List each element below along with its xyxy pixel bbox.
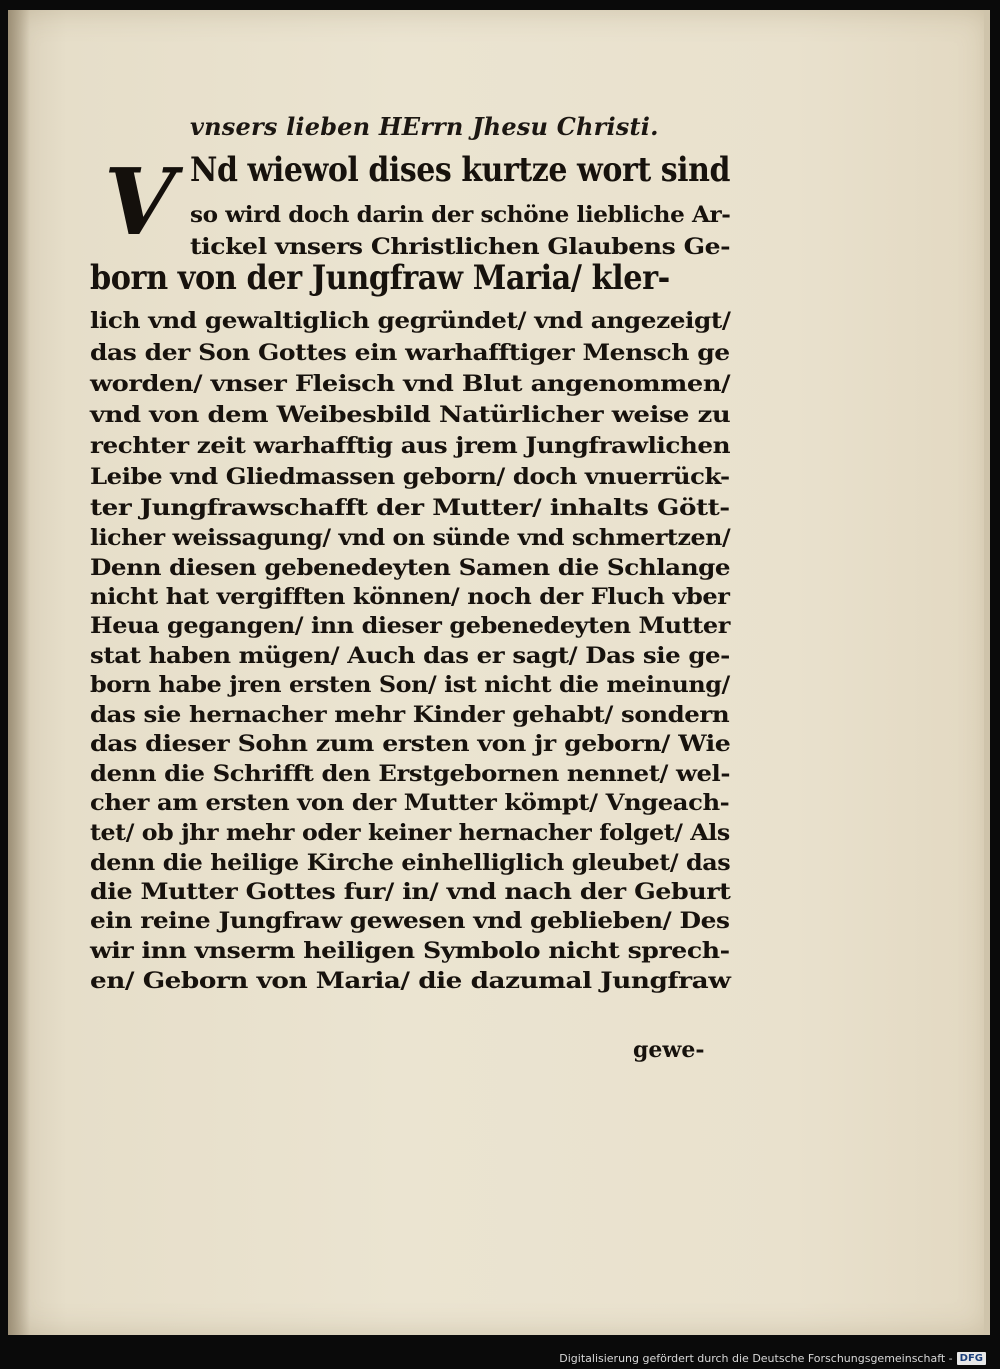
- text-line: born von der Jungfraw Maria/ kler-: [90, 258, 670, 298]
- text-line: licher weissagung/ vnd on sünde vnd schmertzen/: [90, 525, 731, 551]
- running-head: vnsers lieben HErrn Jhesu Christi.: [190, 112, 659, 141]
- text-line: tet/ ob jhr mehr oder keiner hernacher folget/ Als: [90, 820, 730, 846]
- text-line: worden/ vnser Fleisch vnd Blut angenommen/: [90, 371, 731, 397]
- text-line: wir inn vnserm heiligen Symbolo nicht sprech-: [90, 938, 730, 964]
- text-line: ein reine Jungfraw gewesen vnd geblieben/ Des: [90, 908, 730, 934]
- footer-credit: [559, 1352, 986, 1365]
- catchword: gewe-: [633, 1037, 705, 1063]
- text-line: cher am ersten von der Mutter kömpt/ Vngeach-: [90, 790, 730, 816]
- text-line: Leibe vnd Gliedmassen geborn/ doch vnuerrück-: [90, 464, 730, 490]
- text-line: born habe jren ersten Son/ ist nicht die meinung/: [90, 672, 730, 698]
- text-line: so wird doch darin der schöne liebliche Ar-: [190, 202, 731, 228]
- text-line: denn die heilige Kirche einhelliglich gleubet/ das: [90, 850, 731, 876]
- text-line: nicht hat vergifften können/ noch der Fluch vber: [90, 584, 730, 610]
- text-line: en/ Geborn von Maria/ die dazumal Jungfraw: [90, 968, 731, 994]
- text-line: Denn diesen gebenedeyten Samen die Schlange: [90, 555, 731, 581]
- text-line: vnd von dem Weibesbild Natürlicher weise zu: [90, 402, 731, 428]
- text-line: stat haben mügen/ Auch das er sagt/ Das sie ge-: [90, 643, 730, 669]
- text-line: denn die Schrifft den Erstgebornen nennet/ wel-: [90, 761, 731, 787]
- text-line: Nd wiewol dises kurtze wort sind: [190, 150, 731, 190]
- text-line: tickel vnsers Christlichen Glaubens Ge-: [190, 234, 731, 260]
- text-line: ter Jungfrawschafft der Mutter/ inhalts Gött-: [90, 495, 730, 521]
- text-line: das der Son Gottes ein warhafftiger Mensch ge: [90, 340, 730, 366]
- dfg-logo: DFG: [957, 1352, 986, 1365]
- text-line: rechter zeit warhafftig aus jrem Jungfrawlichen: [90, 433, 731, 459]
- text-line: das dieser Sohn zum ersten von jr geborn/ Wie: [90, 731, 731, 757]
- text-line: Heua gegangen/ inn dieser gebenedeyten Mutter: [90, 613, 730, 639]
- page-edge: [984, 10, 990, 1335]
- text-line: die Mutter Gottes fur/ in/ vnd nach der Geburt: [90, 879, 731, 905]
- text-line: lich vnd gewaltiglich gegründet/ vnd angezeigt/: [90, 308, 731, 334]
- text-line: das sie hernacher mehr Kinder gehabt/ sondern: [90, 702, 730, 728]
- footer-text: Digitalisierung gefördert durch die Deutsche Forschungsgemeinschaft -: [559, 1352, 953, 1365]
- page-gutter-shadow: [8, 10, 30, 1335]
- decorated-initial: V: [104, 148, 176, 256]
